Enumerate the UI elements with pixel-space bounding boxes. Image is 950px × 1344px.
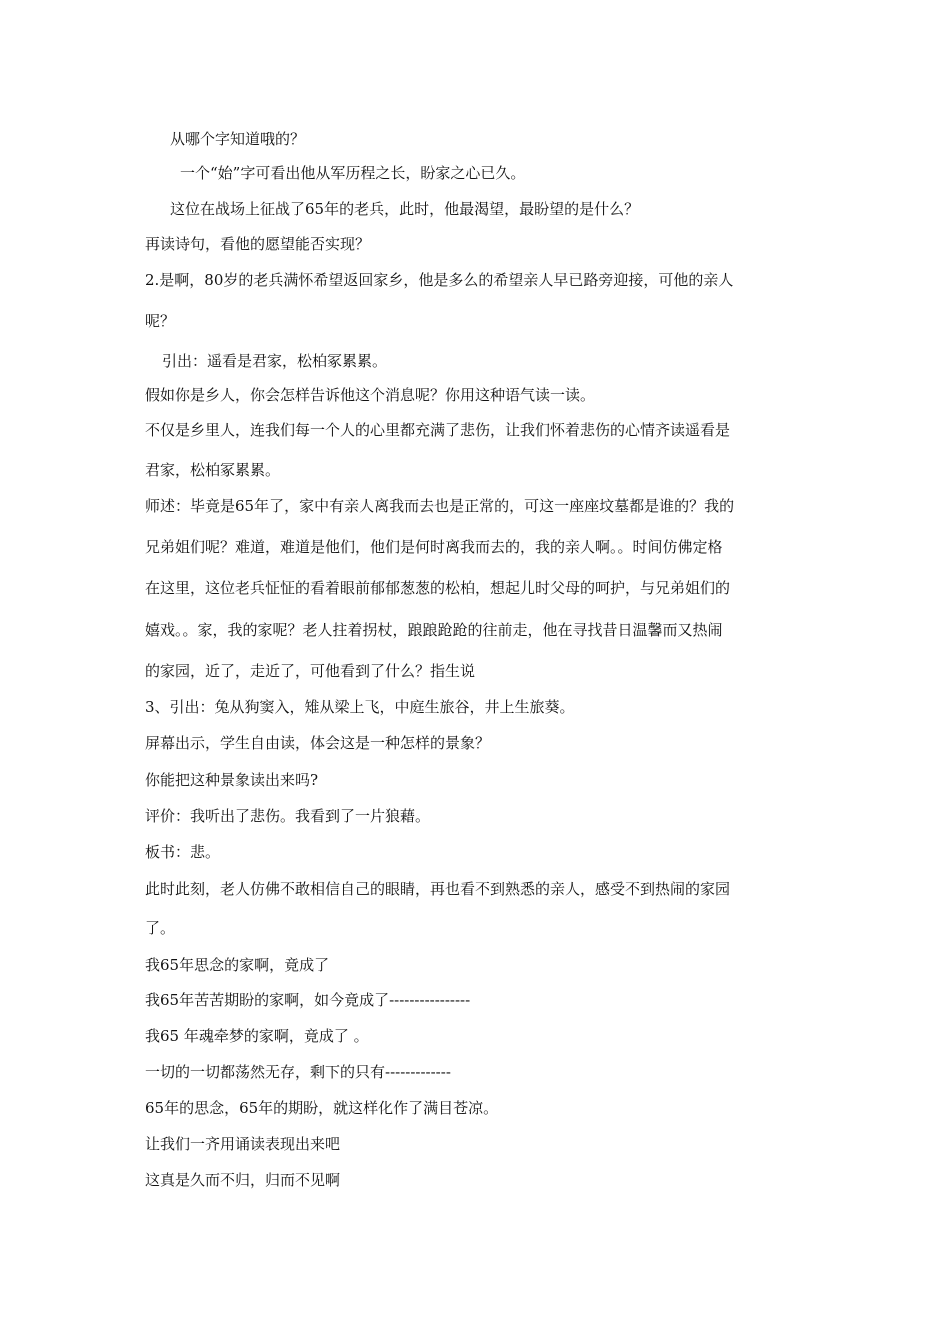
paragraph-line: 嬉戏。。家，我的家呢？老人拄着拐杖，踉踉跄跄的往前走，他在寻找昔日温馨而又热闹 — [145, 621, 723, 639]
paragraph-line: 此时此刻，老人仿佛不敢相信自己的眼睛，再也看不到熟悉的亲人，感受不到热闹的家园 — [145, 880, 731, 898]
paragraph-line: 引出：遥看是君家，松柏冢累累。 — [162, 352, 388, 370]
paragraph-line: 这真是久而不归，归而不见啊 — [145, 1171, 341, 1189]
paragraph-line: 3、引出：兔从狗窦入，雉从梁上飞，中庭生旅谷，井上生旅葵。 — [145, 698, 575, 716]
paragraph-line: 一切的一切都荡然无存，剩下的只有------------- — [145, 1063, 451, 1081]
paragraph-line: 你能把这种景象读出来吗? — [145, 771, 319, 789]
paragraph-line: 65年的思念，65年的期盼，就这样化作了满目苍凉。 — [145, 1099, 499, 1117]
paragraph-line: 我65 年魂牵梦的家啊，竟成了 。 — [145, 1027, 369, 1045]
paragraph-line: 师述：毕竟是65年了，家中有亲人离我而去也是正常的，可这一座座坟墓都是谁的？我的 — [145, 497, 735, 515]
paragraph-line: 呢？ — [145, 312, 176, 330]
paragraph-line: 的家园，近了，走近了，可他看到了什么？指生说 — [145, 662, 476, 680]
paragraph-line: 一个“始”字可看出他从军历程之长，盼家之心已久。 — [180, 164, 526, 182]
paragraph-line: 评价：我听出了悲伤。我看到了一片狼藉。 — [145, 807, 431, 825]
paragraph-line: 我65年思念的家啊，竟成了 — [145, 956, 330, 974]
paragraph-line: 在这里，这位老兵怔怔的看着眼前郁郁葱葱的松柏，想起儿时父母的呵护，与兄弟姐们的 — [145, 579, 731, 597]
paragraph-line: 这位在战场上征战了65年的老兵，此时，他最渴望，最盼望的是什么？ — [170, 200, 640, 218]
paragraph-line: 2.是啊，80岁的老兵满怀希望返回家乡，他是多么的希望亲人早已路旁迎接，可他的亲人 — [145, 271, 734, 289]
paragraph-line: 假如你是乡人，你会怎样告诉他这个消息呢？你用这种语气读一读。 — [145, 386, 596, 404]
paragraph-line: 屏幕出示，学生自由读，体会这是一种怎样的景象？ — [145, 734, 491, 752]
paragraph-line: 从哪个字知道哦的？ — [170, 130, 306, 148]
paragraph-line: 让我们一齐用诵读表现出来吧 — [145, 1135, 341, 1153]
paragraph-line: 了。 — [145, 919, 176, 937]
paragraph-line: 板书：悲。 — [145, 843, 221, 861]
paragraph-line: 君家，松柏冢累累。 — [145, 461, 281, 479]
paragraph-line: 我65年苦苦期盼的家啊，如今竟成了---------------- — [145, 991, 471, 1009]
paragraph-line: 再读诗句，看他的愿望能否实现？ — [145, 235, 371, 253]
paragraph-line: 兄弟姐们呢？难道，难道是他们，他们是何时离我而去的，我的亲人啊。。时间仿佛定格 — [145, 538, 723, 556]
paragraph-line: 不仅是乡里人，连我们每一个人的心里都充满了悲伤，让我们怀着悲伤的心情齐读遥看是 — [145, 421, 731, 439]
